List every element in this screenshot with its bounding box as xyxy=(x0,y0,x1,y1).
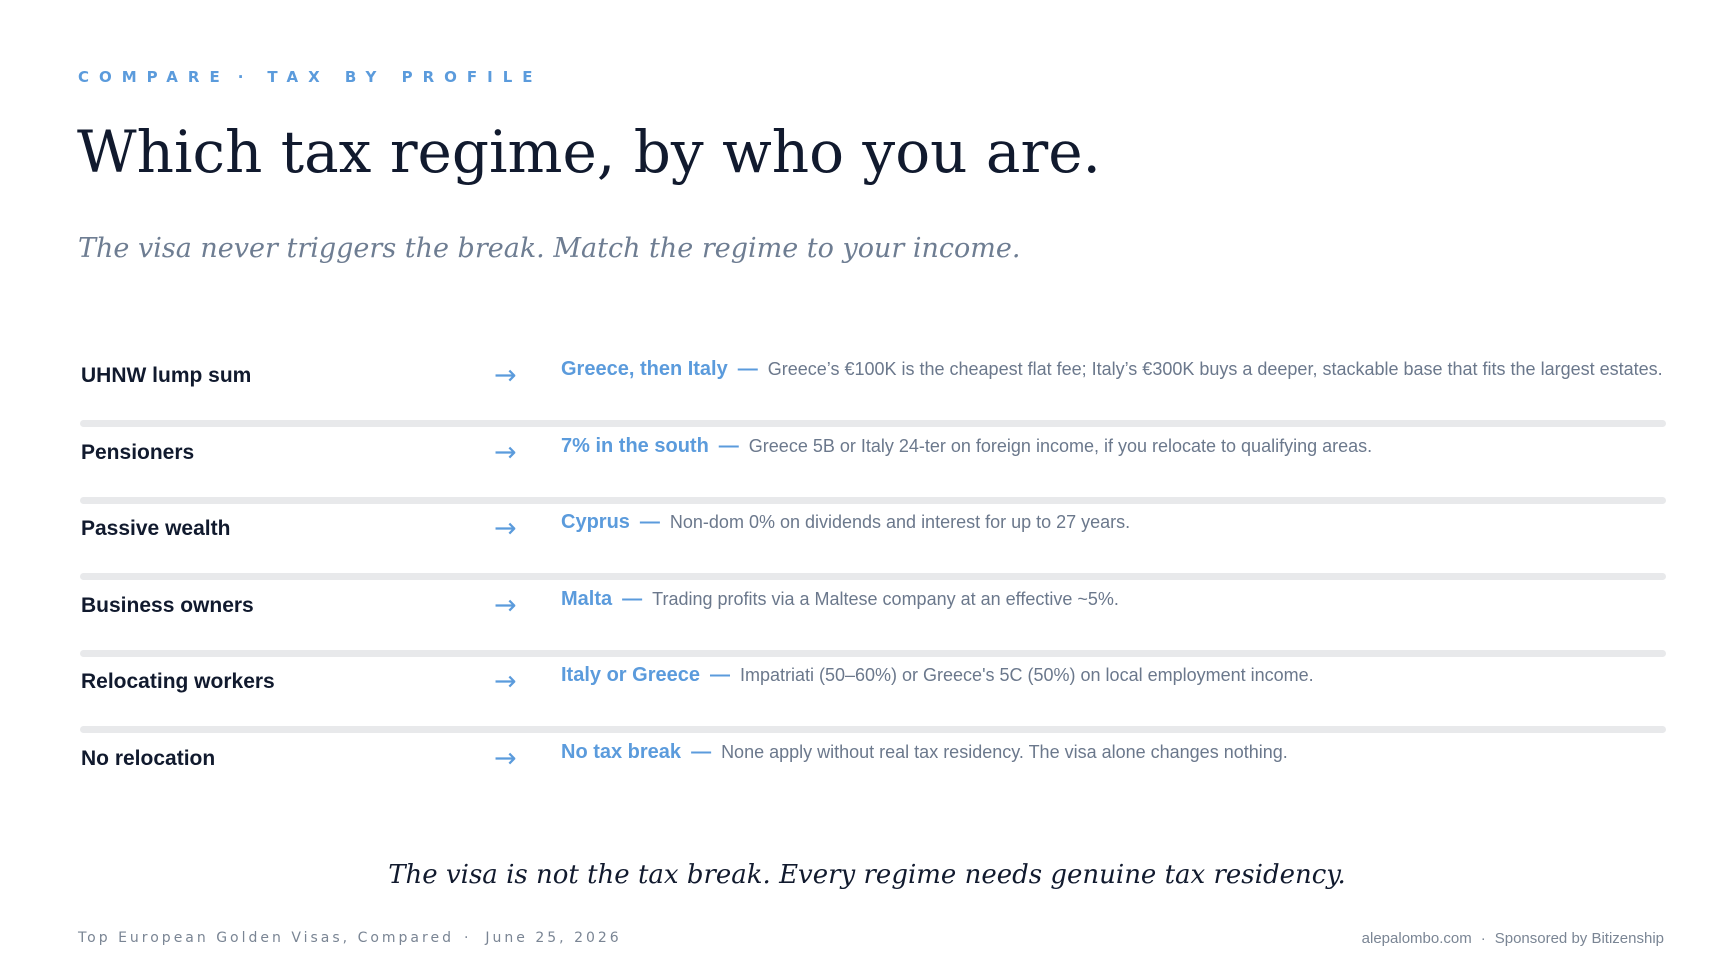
regime-description xyxy=(561,588,1119,611)
profile-label: Business owners xyxy=(81,593,254,617)
regime-description xyxy=(561,358,1663,381)
profile-label: Pensioners xyxy=(81,440,195,464)
profile-label: UHNW lump sum xyxy=(81,364,252,387)
regime-name: Italy or Greece xyxy=(561,664,700,686)
profile-list xyxy=(80,340,1666,799)
regime-note: Trading profits via a Maltese company at an effective ~5%. xyxy=(652,588,1119,609)
regime-note: None apply without real tax residency. The visa alone changes nothing. xyxy=(721,741,1288,762)
list-item xyxy=(80,646,1666,723)
em-dash: — xyxy=(622,587,643,610)
eyebrow-left: COMPARE xyxy=(78,68,230,86)
arrow-right-icon: → xyxy=(494,360,517,391)
arrow-right-icon: → xyxy=(494,513,517,544)
em-dash: — xyxy=(639,511,660,533)
list-item xyxy=(80,340,1666,417)
regime-note: Impatriati (50–60%) or Greece's 5C (50%) on local employment income. xyxy=(739,665,1314,685)
closing-statement: The visa is not the tax break. Every regime needs genuine tax residency. xyxy=(388,860,1346,890)
eyebrow-right: TAX BY PROFILE xyxy=(267,68,543,86)
em-dash: — xyxy=(691,740,712,763)
em-dash: — xyxy=(737,358,758,380)
eyebrow-separator: · xyxy=(237,68,254,86)
regime-description xyxy=(561,435,1372,458)
footer-publication xyxy=(78,930,622,946)
publication-date: June 25, 2026 xyxy=(485,930,622,946)
list-item xyxy=(80,570,1666,647)
regime-note: Greece’s €100K is the cheapest flat fee; Italy’s €300K buys a deeper, stackable base that fits the largest estates. xyxy=(767,359,1663,379)
regime-note: Greece 5B or Italy 24-ter on foreign income, if you relocate to qualifying areas. xyxy=(748,435,1373,456)
regime-note: Non-dom 0% on dividends and interest for up to 27 years. xyxy=(669,512,1131,532)
arrow-right-icon: → xyxy=(494,666,517,697)
site-name: alepalombo.com xyxy=(1361,930,1472,947)
regime-name: No tax break xyxy=(561,740,682,763)
arrow-right-icon: → xyxy=(494,436,517,468)
regime-name: Cyprus xyxy=(561,511,630,533)
publication-title: Top European Golden Visas, Compared xyxy=(78,930,454,946)
em-dash: — xyxy=(709,664,730,686)
page-subtitle: The visa never triggers the break. Match the regime to your income. xyxy=(78,233,1021,264)
regime-name: Malta xyxy=(561,587,613,610)
regime-description xyxy=(561,511,1130,534)
list-item xyxy=(80,723,1666,800)
regime-name: Greece, then Italy xyxy=(561,358,728,380)
list-item xyxy=(80,417,1666,494)
list-item xyxy=(80,493,1666,570)
profile-label: Passive wealth xyxy=(81,517,231,540)
footer-separator: · xyxy=(463,930,472,946)
profile-label: No relocation xyxy=(81,746,216,770)
profile-label: Relocating workers xyxy=(81,670,275,693)
footer-credits xyxy=(1362,930,1664,947)
sponsor-text: Sponsored by Bitizenship xyxy=(1494,930,1664,947)
eyebrow xyxy=(78,68,543,86)
regime-description xyxy=(561,664,1314,687)
regime-description xyxy=(561,741,1288,764)
footer-separator: · xyxy=(1480,930,1486,947)
arrow-right-icon: → xyxy=(494,742,517,774)
em-dash: — xyxy=(718,434,739,457)
arrow-right-icon: → xyxy=(494,589,517,621)
page-title: Which tax regime, by who you are. xyxy=(77,118,1101,186)
regime-name: 7% in the south xyxy=(561,434,709,457)
